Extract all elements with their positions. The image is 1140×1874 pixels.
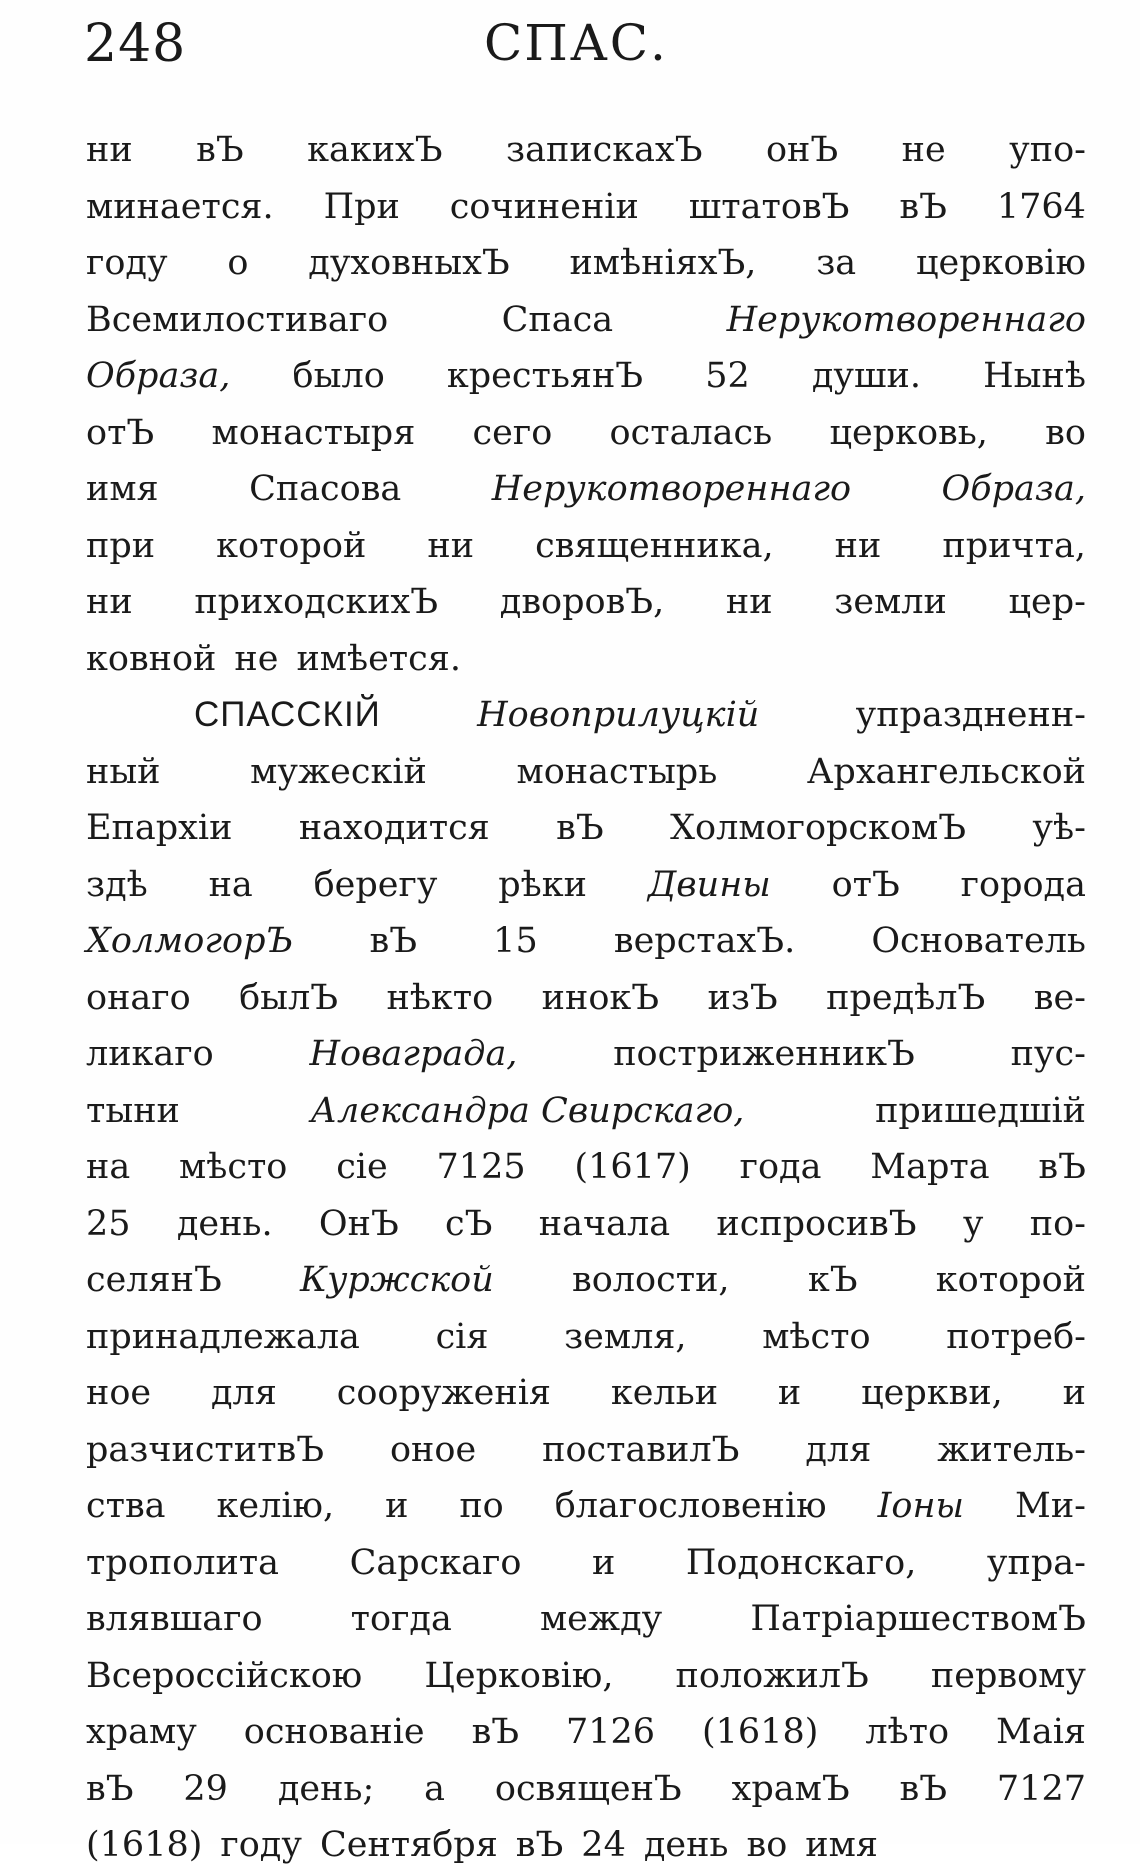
word: влявшаго: [86, 1599, 263, 1639]
word: церковь,: [829, 412, 988, 453]
word: ХолмогорскомЪ: [670, 808, 967, 848]
word: вЪ: [196, 130, 244, 170]
word: испросивЪ: [716, 1203, 917, 1244]
word: церковію: [916, 243, 1086, 283]
word: и: [1062, 1373, 1086, 1413]
word: тыни: [86, 1090, 180, 1131]
word: минается.: [86, 186, 274, 227]
word: нѣкто: [386, 977, 494, 1018]
text-line: [86, 1026, 1086, 1083]
word: Всероссійскою: [86, 1655, 363, 1696]
word: Спаса: [501, 299, 614, 340]
word: Ми-: [1015, 1486, 1086, 1526]
word: онЪ: [765, 130, 839, 170]
word: ковной: [86, 638, 217, 679]
word: монастыря: [211, 412, 416, 453]
word: а: [424, 1768, 446, 1809]
word: благословенію: [554, 1486, 827, 1526]
word: при: [86, 525, 156, 566]
word: поставилЪ: [542, 1429, 740, 1470]
word: земля,: [564, 1316, 687, 1357]
italic-word: Александра Свирскаго,: [310, 1090, 745, 1131]
word: вЪ: [369, 921, 418, 961]
italic-word: Двины: [647, 864, 771, 905]
text-line: [86, 1761, 1086, 1818]
italic-word: Нерукотвореннаго: [491, 469, 852, 509]
word: причта,: [942, 525, 1086, 566]
text-line: [86, 1365, 1086, 1422]
word: ный: [86, 751, 161, 792]
word: уѣ-: [1032, 808, 1086, 848]
word: сЪ: [445, 1203, 493, 1244]
word: во: [746, 1825, 788, 1865]
italic-word: Новоприлуцкій: [477, 695, 760, 735]
word: ПатріаршествомЪ: [750, 1599, 1086, 1639]
word: вЪ: [899, 1768, 948, 1809]
word: инокЪ: [541, 977, 660, 1018]
running-head: [84, 14, 1084, 84]
text-line: [86, 1648, 1086, 1705]
word: Марта: [870, 1147, 990, 1187]
text-line: [86, 857, 1086, 914]
text-line: [86, 1817, 1086, 1874]
word: имѣніяхЪ,: [569, 243, 757, 283]
word: (1618): [702, 1712, 819, 1752]
text-line: [86, 122, 1086, 179]
word: верстахЪ.: [613, 921, 796, 961]
word: на: [86, 1147, 131, 1187]
text-line: [86, 1591, 1086, 1648]
word: освященЪ: [494, 1768, 682, 1809]
text-line: [86, 913, 1086, 970]
word: былЪ: [239, 977, 339, 1018]
word: (1618): [86, 1825, 203, 1865]
word: Архангельской: [806, 751, 1086, 792]
word: на: [208, 864, 253, 905]
text-line: [86, 744, 1086, 801]
word: священника,: [535, 525, 774, 566]
word: трополита: [86, 1542, 280, 1583]
word: храму: [86, 1712, 197, 1752]
word: за: [816, 243, 857, 283]
text-line: [86, 800, 1086, 857]
word: ное: [86, 1373, 152, 1413]
word: во: [1045, 412, 1086, 453]
word: онаго: [86, 977, 191, 1018]
text-line: [86, 1704, 1086, 1761]
word: При: [323, 186, 400, 227]
running-title: СПАС.: [484, 14, 668, 72]
word: оное: [389, 1429, 477, 1470]
word: и: [777, 1373, 802, 1413]
text-line: [86, 631, 1086, 688]
text-line: [86, 1535, 1086, 1592]
word: ства: [86, 1486, 166, 1526]
word: сіе: [336, 1147, 388, 1187]
word: по: [459, 1486, 504, 1526]
word: 7126: [566, 1712, 656, 1752]
word: духовныхЪ: [308, 243, 510, 283]
word: храмЪ: [731, 1768, 850, 1809]
word: крестьянЪ: [446, 356, 644, 396]
italic-word: Нерукотвореннаго: [726, 299, 1086, 340]
word: 7125: [436, 1147, 526, 1187]
word: постриженникЪ: [613, 1034, 915, 1074]
word: мѣсто: [762, 1316, 871, 1357]
word: день.: [176, 1203, 273, 1244]
page-number: 248: [84, 14, 187, 74]
word: мѣсто: [179, 1147, 288, 1187]
word: СПАССКІЙ: [194, 695, 381, 734]
text-line: [86, 1478, 1086, 1535]
word: города: [960, 864, 1086, 905]
word: Всемилостиваго: [86, 299, 389, 340]
word: Епархіи: [86, 808, 233, 848]
word: церкви,: [861, 1373, 1003, 1413]
text-line: [86, 292, 1086, 349]
word: запискахЪ: [506, 130, 703, 170]
text-line: [86, 405, 1086, 462]
text-line: [86, 518, 1086, 575]
word: потреб-: [946, 1316, 1086, 1357]
word: не: [901, 130, 946, 170]
text-line: [86, 1083, 1086, 1140]
italic-word: Куржской: [300, 1260, 494, 1300]
word: у: [962, 1203, 984, 1244]
text-line: [86, 574, 1086, 631]
word: вЪ: [556, 808, 604, 848]
word: кЪ: [807, 1260, 858, 1300]
word: для: [210, 1373, 277, 1413]
word: первому: [930, 1655, 1086, 1696]
word: Основатель: [871, 921, 1086, 961]
word: по-: [1029, 1203, 1086, 1244]
word: имѣется.: [296, 638, 461, 679]
word: какихЪ: [307, 130, 443, 170]
word: 24: [581, 1825, 626, 1865]
text-line: [86, 1252, 1086, 1309]
word: рѣки: [498, 864, 587, 905]
word: осталась: [609, 412, 773, 453]
word: житель-: [937, 1429, 1086, 1470]
word: монастырь: [516, 751, 718, 792]
word: отЪ: [86, 412, 155, 453]
word: и: [385, 1486, 409, 1526]
word: о: [227, 243, 249, 283]
word: Подонскаго,: [685, 1542, 917, 1583]
text-line: [86, 179, 1086, 236]
word: которой: [935, 1260, 1086, 1300]
word: сочиненіи: [449, 186, 639, 227]
word: вЪ: [1038, 1147, 1086, 1187]
word: день;: [277, 1768, 375, 1809]
word: ни: [86, 130, 133, 170]
word: 15: [493, 921, 538, 961]
italic-word: Іоны: [877, 1486, 965, 1526]
word: Маія: [996, 1712, 1086, 1752]
word: Сентября: [319, 1825, 498, 1865]
word: основаніе: [243, 1712, 425, 1752]
word: принадлежала: [86, 1316, 360, 1357]
italic-word: Образа,: [86, 356, 231, 396]
text-line: [86, 687, 1086, 744]
word: между: [539, 1599, 663, 1639]
text-line: [86, 970, 1086, 1027]
word: изЪ: [707, 977, 778, 1018]
word: ни: [86, 582, 133, 622]
word: земли: [834, 582, 947, 622]
word: волости,: [572, 1260, 730, 1300]
word: разчиститвЪ: [86, 1429, 324, 1470]
word: которой: [216, 525, 367, 566]
word: день: [643, 1825, 729, 1865]
italic-word: Образа,: [941, 469, 1086, 509]
word: 52: [705, 356, 750, 396]
word: отЪ: [831, 864, 900, 905]
word: 29: [183, 1768, 228, 1809]
word: здѣ: [86, 864, 148, 905]
word: сія: [435, 1316, 489, 1357]
body-text: [86, 122, 1086, 1874]
word: году: [86, 243, 168, 283]
word: келію,: [216, 1486, 335, 1526]
word: приходскихЪ: [194, 582, 439, 622]
word: Нынѣ: [983, 356, 1086, 396]
word: (1617): [574, 1147, 691, 1187]
text-line: [86, 1309, 1086, 1366]
word: ве-: [1033, 977, 1086, 1018]
word: души.: [811, 356, 922, 396]
word: пус-: [1010, 1034, 1086, 1074]
text-line: [86, 235, 1086, 292]
word: ни: [427, 525, 475, 566]
word: пришедшій: [875, 1090, 1086, 1131]
word: мужескій: [250, 751, 427, 792]
word: упра-: [986, 1542, 1086, 1583]
word: Церковію,: [424, 1655, 614, 1696]
text-line: [86, 1422, 1086, 1479]
italic-word: Новаграда,: [309, 1034, 518, 1074]
word: ОнЪ: [318, 1203, 399, 1244]
text-line: [86, 461, 1086, 518]
word: упраздненн-: [855, 695, 1086, 735]
word: дворовЪ,: [499, 582, 665, 622]
word: вЪ: [86, 1768, 134, 1809]
word: ликаго: [86, 1034, 214, 1074]
word: года: [739, 1147, 822, 1187]
word: Спасова: [249, 469, 402, 509]
word: начала: [538, 1203, 671, 1244]
word: находится: [298, 808, 490, 848]
word: ни: [834, 525, 882, 566]
word: было: [292, 356, 385, 396]
word: вЪ: [471, 1712, 520, 1752]
italic-word: ХолмогорЪ: [86, 921, 294, 961]
word: Сарскаго: [349, 1542, 522, 1583]
word: имя: [805, 1825, 878, 1865]
word: 25: [86, 1203, 131, 1244]
text-line: [86, 1139, 1086, 1196]
word: штатовЪ: [688, 186, 850, 227]
word: ни: [725, 582, 773, 622]
word: лѣто: [865, 1712, 950, 1752]
word: 7127: [996, 1768, 1086, 1809]
word: сего: [472, 412, 553, 453]
word: цер-: [1008, 582, 1086, 622]
word: имя: [86, 469, 159, 509]
word: году: [220, 1825, 302, 1865]
word: селянЪ: [86, 1260, 222, 1300]
word: не: [234, 638, 279, 679]
word: вЪ: [899, 186, 947, 227]
word: предѣлЪ: [826, 977, 986, 1018]
text-line: [86, 1196, 1086, 1253]
word: для: [805, 1429, 872, 1470]
word: 1764: [996, 186, 1086, 227]
word: тогда: [350, 1599, 452, 1639]
text-line: [86, 348, 1086, 405]
word: упо-: [1009, 130, 1086, 170]
word: вЪ: [515, 1825, 564, 1865]
word: кельи: [610, 1373, 719, 1413]
word: положилЪ: [675, 1655, 869, 1696]
word: и: [592, 1542, 616, 1583]
word: берегу: [313, 864, 438, 905]
word: сооруженія: [336, 1373, 551, 1413]
